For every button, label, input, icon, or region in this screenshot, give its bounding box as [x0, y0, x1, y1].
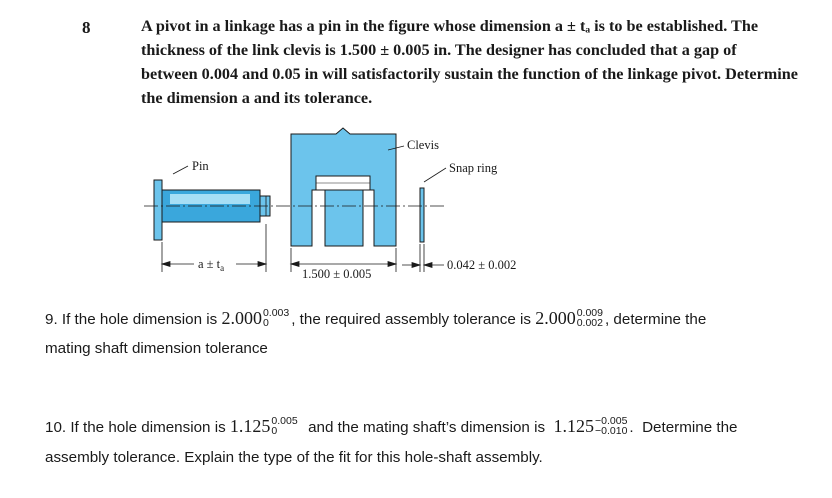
snap-ring-label: Snap ring	[449, 161, 498, 175]
snap-ring-leader	[424, 168, 446, 182]
question-9-line-2: mating shaft dimension tolerance	[45, 340, 268, 357]
q9-text-a: 9. If the hole dimension is	[45, 311, 222, 328]
question-10-line-1	[45, 416, 737, 438]
clevis-body	[291, 128, 396, 246]
question-10-line-2: assembly tolerance. Explain the type of the fit for this hole-shaft assembly.	[45, 449, 543, 466]
question-8-line-4: the dimension a and its tolerance.	[141, 89, 373, 107]
q10-hole-tolerance	[271, 416, 297, 436]
dimension-snap-ring	[402, 263, 444, 268]
q10-text-c: . Determine the	[629, 419, 738, 436]
question-9-line-1	[45, 308, 706, 330]
pivot-linkage-figure	[140, 124, 560, 284]
pin-leader	[173, 166, 188, 174]
question-8-number: 8	[82, 18, 91, 37]
q9-assembly-tolerance	[577, 308, 603, 328]
pin-label: Pin	[192, 159, 209, 173]
q10-text-b: and the mating shaft’s dimension is	[299, 419, 554, 436]
question-8-line-1: A pivot in a linkage has a pin in the figure whose dimension a ± tₐ is to be established. The	[141, 17, 759, 35]
question-8-line-3: between 0.004 and 0.05 in will satisfactorily sustain the function of the linkage pivot. Determine	[141, 65, 798, 83]
q10-hole-upper: 0.005	[271, 414, 298, 427]
pin-shape	[154, 180, 270, 240]
q10-text-a: 10. If the hole dimension is	[45, 419, 230, 436]
q10-hole-base: 1.125	[229, 416, 271, 436]
q10-hole-lower: 0	[271, 424, 278, 437]
dimension-clevis-label: 1.500 ± 0.005	[302, 267, 372, 281]
q9-assembly-upper: 0.009	[576, 306, 603, 319]
dimension-clevis	[291, 262, 396, 267]
q10-shaft-tolerance	[595, 416, 627, 436]
q9-assembly-lower: 0.002	[576, 316, 603, 329]
dimension-a-label: $a \pm t_a$	[198, 257, 225, 273]
clevis-label: Clevis	[407, 138, 439, 152]
question-8-text	[141, 14, 809, 110]
question-8-line-2: thickness of the link clevis is 1.500 ± 0.005 in. The designer has concluded that a gap of	[141, 41, 737, 59]
q9-assembly-base: 2.000	[535, 308, 576, 328]
q9-text-c: , determine the	[604, 311, 707, 328]
q9-hole-lower: 0	[262, 316, 269, 329]
q10-shaft-upper: −0.005	[595, 414, 628, 427]
q9-hole-tolerance	[263, 308, 289, 328]
q10-shaft-base: 1.125	[553, 416, 594, 436]
q10-shaft-lower: −0.010	[595, 424, 628, 437]
pivot-linkage-diagram	[140, 124, 560, 284]
snap-ring-shape	[420, 188, 424, 242]
dimension-snap-ring-label: 0.042 ± 0.002	[447, 258, 517, 272]
q9-text-b: , the required assembly tolerance is	[291, 311, 536, 328]
q9-hole-base: 2.000	[221, 308, 262, 328]
q9-hole-upper: 0.003	[262, 306, 290, 319]
